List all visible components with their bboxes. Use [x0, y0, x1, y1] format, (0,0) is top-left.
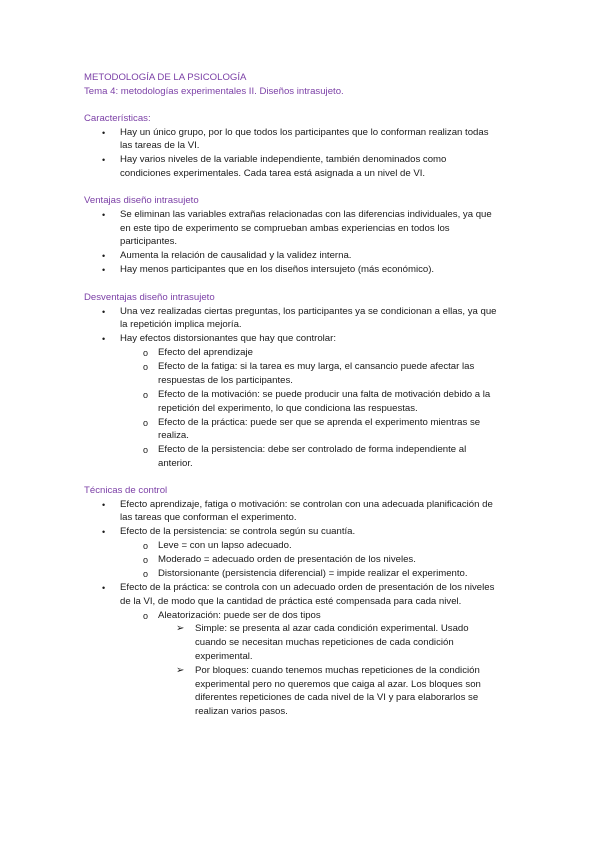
- sub-list-item-text: Leve = con un lapso adecuado.: [158, 540, 292, 551]
- sub-list-item-text: anterior.: [158, 458, 193, 469]
- sub-list-item-text: Efecto del aprendizaje: [158, 347, 253, 358]
- bullet-marker: [102, 209, 105, 221]
- section-heading-ventajas: Ventajas diseño intrasujeto: [84, 195, 199, 206]
- arrow-bullet-icon: ➢: [176, 665, 185, 676]
- arrow-list-item-text: Por bloques: cuando tenemos muchas repeticiones de la condición: [195, 665, 480, 676]
- list-item-text: Se eliminan las variables extrañas relacionadas con las diferencias individuales, ya que: [120, 209, 492, 220]
- bullet-marker: [102, 250, 105, 262]
- bullet-marker: [102, 333, 105, 345]
- arrow-list-item-text: realizan varios pasos.: [195, 706, 288, 717]
- document-subtitle: Tema 4: metodologías experimentales II. Diseños intrasujeto.: [84, 86, 344, 97]
- sub-bullet-marker: o: [143, 418, 149, 428]
- list-item-text: las tareas que conforman el experimento.: [120, 512, 297, 523]
- list-item-text: Aumenta la relación de causalidad y la validez interna.: [120, 250, 352, 261]
- sub-bullet-marker: o: [143, 348, 149, 358]
- list-item-text: Hay efectos distorsionantes que hay que controlar:: [120, 333, 336, 344]
- sub-list-item-text: Aleatorización: puede ser de dos tipos: [158, 610, 321, 621]
- sub-list-item-text: Efecto de la fatiga: si la tarea es muy larga, el cansancio puede afectar las: [158, 361, 475, 372]
- bullet-marker: [102, 526, 105, 538]
- bullet-marker: [102, 154, 105, 166]
- section-heading-tecnicas: Técnicas de control: [84, 485, 168, 496]
- sub-list-item-text: respuestas de los participantes.: [158, 375, 293, 386]
- sub-list-item-text: Distorsionante (persistencia diferencial) = impide realizar el experimento.: [158, 568, 468, 579]
- list-item-text: Efecto de la persistencia: se controla según su cuantía.: [120, 526, 356, 537]
- sub-list-item-text: Efecto de la motivación: se puede producir una falta de motivación debido a la: [158, 389, 491, 400]
- arrow-list-item-text: diferentes repeticiones de cada nivel de la VI y para elaborarlos se: [195, 692, 479, 703]
- arrow-list-item-text: experimental.: [195, 651, 253, 662]
- sub-bullet-marker: o: [143, 569, 149, 579]
- list-item-text: Hay varios niveles de la variable independiente, también denominados como: [120, 154, 447, 165]
- document-title: METODOLOGÍA DE LA PSICOLOGÍA: [84, 72, 247, 83]
- sub-list-item-text: repetición del experimento, lo que condiciona las respuestas.: [158, 403, 418, 414]
- sub-bullet-marker: o: [143, 541, 149, 551]
- list-item-text: Hay un único grupo, por lo que todos los participantes que lo conforman realizan todas: [120, 127, 489, 138]
- bullet-marker: [102, 582, 105, 594]
- section-heading-desventajas: Desventajas diseño intrasujeto: [84, 292, 215, 303]
- arrow-list-item-text: Simple: se presenta al azar cada condición experimental. Usado: [195, 623, 469, 634]
- list-item-text: en este tipo de experimento se comprueban ambas experiencias en todos los: [120, 223, 450, 234]
- sub-bullet-marker: o: [143, 362, 149, 372]
- list-item-text: la repetición implica mejoría.: [120, 319, 242, 330]
- sub-list-item-text: Moderado = adecuado orden de presentación de los niveles.: [158, 554, 416, 565]
- section-heading-caracteristicas: Características:: [84, 113, 151, 124]
- list-item-text: Hay menos participantes que en los diseños intersujeto (más económico).: [120, 264, 435, 275]
- bullet-marker: [102, 306, 105, 318]
- list-item-text: condiciones experimentales. Cada tarea está asignada a un nivel de VI.: [120, 168, 426, 179]
- sub-list-item-text: Efecto de la persistencia: debe ser controlado de forma independiente al: [158, 444, 467, 455]
- list-item-text: Una vez realizadas ciertas preguntas, los participantes ya se condicionan a ellas, ya que: [120, 306, 497, 317]
- sub-list-item-text: Efecto de la práctica: puede ser que se aprenda el experimento mientras se: [158, 417, 481, 428]
- list-item-text: participantes.: [120, 236, 178, 247]
- sub-bullet-marker: o: [143, 611, 149, 621]
- sub-bullet-marker: o: [143, 555, 149, 565]
- sub-bullet-marker: o: [143, 390, 149, 400]
- arrow-list-item-text: cuando se necesitan muchas repeticiones de cada condición: [195, 637, 454, 648]
- list-item-text: las tareas de la VI.: [120, 140, 200, 151]
- bullet-marker: [102, 499, 105, 511]
- sub-list-item-text: realiza.: [158, 430, 189, 441]
- bullet-marker: [102, 127, 105, 139]
- arrow-bullet-icon: ➢: [176, 623, 185, 634]
- sub-bullet-marker: o: [143, 445, 149, 455]
- bullet-marker: [102, 264, 105, 276]
- list-item-text: de la VI, de modo que la cantidad de práctica esté compensada para cada nivel.: [120, 596, 462, 607]
- arrow-list-item-text: experimental pero no queremos que caiga al azar. Los bloques son: [195, 679, 481, 690]
- list-item-text: Efecto aprendizaje, fatiga o motivación: se controlan con una adecuada planificación de: [120, 499, 493, 510]
- list-item-text: Efecto de la práctica: se controla con un adecuado orden de presentación de los niveles: [120, 582, 495, 593]
